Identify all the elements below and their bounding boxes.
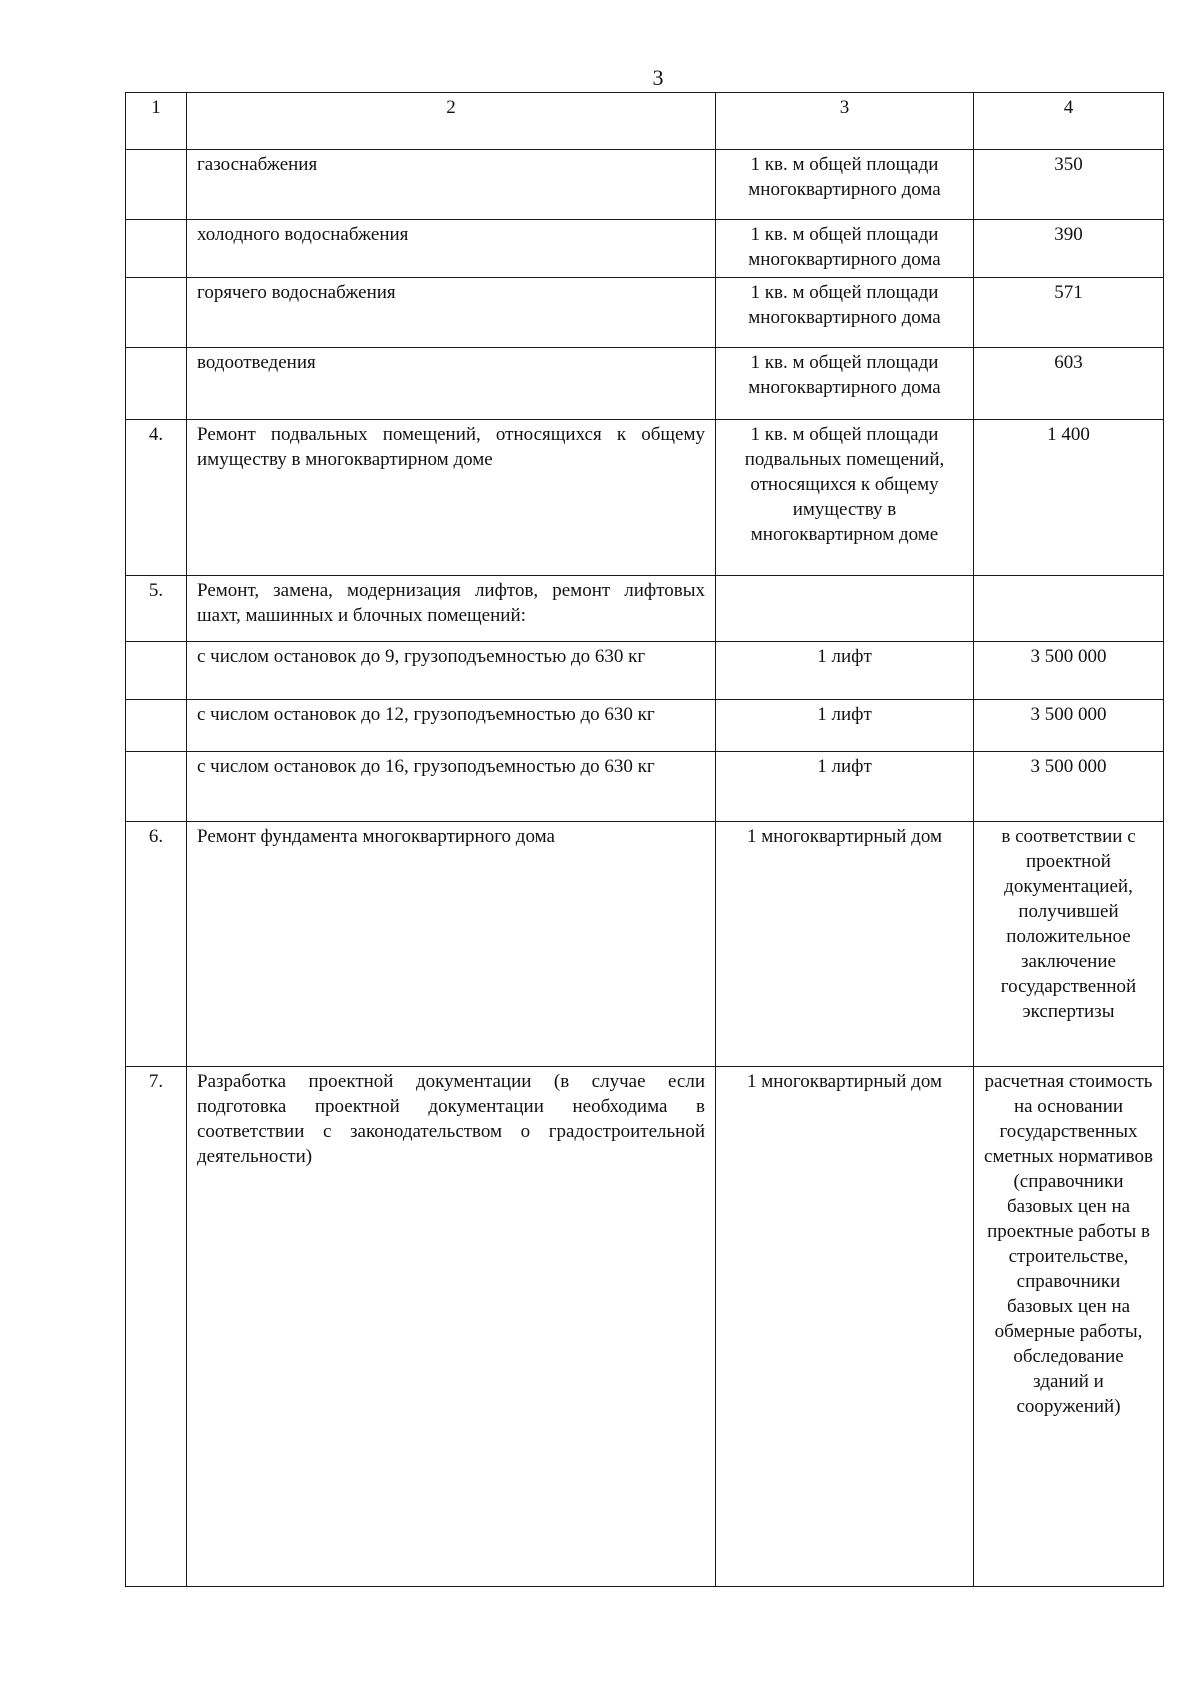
table-row xyxy=(126,576,1164,642)
table-row xyxy=(126,220,1164,278)
unit-of-measure: 1 лифт xyxy=(716,700,974,752)
cost-value: 3 500 000 xyxy=(974,642,1164,700)
cost-value: 390 xyxy=(974,220,1164,278)
cost-value: 3 500 000 xyxy=(974,700,1164,752)
cost-value: в соответствии с проектной документацией, получившей положительное заключение государственной экспертизы xyxy=(974,822,1164,1067)
work-name: с числом остановок до 12, грузоподъемностью до 630 кг xyxy=(187,700,716,752)
unit-of-measure: 1 многоквартирный дом xyxy=(716,822,974,1067)
unit-of-measure: 1 кв. м общей площади многоквартирного дома xyxy=(716,278,974,348)
header-col-4: 4 xyxy=(974,93,1164,150)
row-number: 5. xyxy=(126,576,187,642)
row-number xyxy=(126,348,187,420)
row-number: 6. xyxy=(126,822,187,1067)
row-number: 4. xyxy=(126,420,187,576)
table-row xyxy=(126,278,1164,348)
unit-of-measure: 1 кв. м общей площади подвальных помещений, относящихся к общему имуществу в многоквартирном доме xyxy=(716,420,974,576)
header-col-3: 3 xyxy=(716,93,974,150)
table-row xyxy=(126,822,1164,1067)
unit-of-measure: 1 кв. м общей площади многоквартирного дома xyxy=(716,150,974,220)
cost-value: 3 500 000 xyxy=(974,752,1164,822)
row-number xyxy=(126,150,187,220)
cost-value xyxy=(974,576,1164,642)
unit-of-measure: 1 лифт xyxy=(716,642,974,700)
header-col-1: 1 xyxy=(126,93,187,150)
work-name: Ремонт подвальных помещений, относящихся к общему имуществу в многоквартирном доме xyxy=(187,420,716,576)
cost-value: 603 xyxy=(974,348,1164,420)
work-name: водоотведения xyxy=(187,348,716,420)
table-row xyxy=(126,348,1164,420)
table-row xyxy=(126,420,1164,576)
row-number xyxy=(126,642,187,700)
row-number xyxy=(126,220,187,278)
cost-value: 571 xyxy=(974,278,1164,348)
cost-value: 350 xyxy=(974,150,1164,220)
unit-of-measure xyxy=(716,576,974,642)
header-col-2: 2 xyxy=(187,93,716,150)
work-name: Ремонт, замена, модернизация лифтов, ремонт лифтовых шахт, машинных и блочных помещений: xyxy=(187,576,716,642)
row-number xyxy=(126,278,187,348)
cost-value: 1 400 xyxy=(974,420,1164,576)
unit-of-measure: 1 кв. м общей площади многоквартирного дома xyxy=(716,220,974,278)
table-row xyxy=(126,700,1164,752)
works-cost-table xyxy=(125,92,1164,1587)
work-name: холодного водоснабжения xyxy=(187,220,716,278)
work-name: с числом остановок до 16, грузоподъемностью до 630 кг xyxy=(187,752,716,822)
row-number: 7. xyxy=(126,1067,187,1587)
work-name: горячего водоснабжения xyxy=(187,278,716,348)
row-number xyxy=(126,752,187,822)
work-name: Ремонт фундамента многоквартирного дома xyxy=(187,822,716,1067)
page-number: 3 xyxy=(652,65,664,90)
table-header-row xyxy=(126,93,1164,150)
work-name: газоснабжения xyxy=(187,150,716,220)
work-name: с числом остановок до 9, грузоподъемностью до 630 кг xyxy=(187,642,716,700)
table-row xyxy=(126,150,1164,220)
row-number xyxy=(126,700,187,752)
work-name: Разработка проектной документации (в случае если подготовка проектной документации необходима в соответствии с законодательством о градостроительной деятельности) xyxy=(187,1067,716,1587)
unit-of-measure: 1 лифт xyxy=(716,752,974,822)
unit-of-measure: 1 кв. м общей площади многоквартирного дома xyxy=(716,348,974,420)
table-row xyxy=(126,642,1164,700)
cost-value: расчетная стоимость на основании государственных сметных нормативов (справочники базовых цен на проектные работы в строительстве, справочники базовых цен на обмерные работы, обследование зданий и сооружений) xyxy=(974,1067,1164,1587)
table-row xyxy=(126,1067,1164,1587)
table-row xyxy=(126,752,1164,822)
unit-of-measure: 1 многоквартирный дом xyxy=(716,1067,974,1587)
